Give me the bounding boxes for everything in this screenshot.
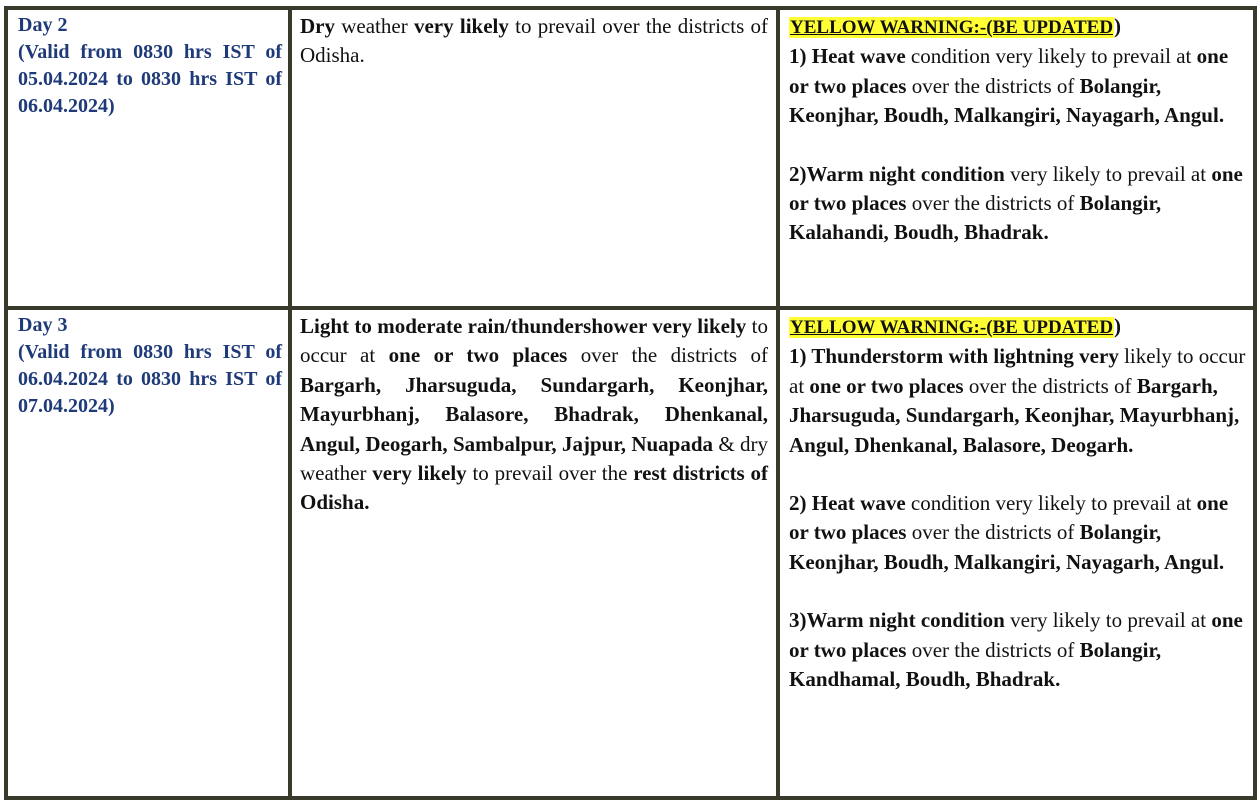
forecast-bold: Dry [300,14,335,38]
day-cell [8,310,292,800]
warning-districts: Bolangir, Kandhamal, Boudh, Bhadrak. [789,637,1162,692]
forecast-cell [292,10,780,310]
validity-text: (Valid from 0830 hrs IST of 06.04.2024 to 0830 hrs IST of 07.04.2024) [18,341,282,417]
warning-phenomenon: Heat wave [811,491,906,516]
warning-cell [780,10,1257,310]
table-row [8,310,1257,800]
warning-item: 1) Heat wave condition very likely to prevail at one or two places over the districts of Bolangir, Keonjhar, Boudh, Malkangiri, Nayagarh, Angul. [789,44,1229,128]
warning-phenomenon: Warm night condition [806,161,1005,186]
warning-heading: YELLOW WARNING:-(BE UPDATED) [790,314,1122,338]
spacer [789,131,1247,160]
day-title: Day 3 [18,314,68,336]
warning-districts: Bolangir, Kalahandi, Boudh, Bhadrak. [789,191,1162,245]
forecast-bold: Light to moderate rain/thundershower very likely [300,314,747,338]
day-label [18,312,282,420]
warning-item: 1) Thunderstorm with lightning very likely to occur at one or two places over the districts of Bargarh, Jharsuguda, Sundargarh, Keonjhar, Mayurbhanj, Angul, Dhenkanal, Balasore, Deogarh. [789,344,1246,457]
warning-cell [780,310,1257,800]
yellow-warning-label: YELLOW WARNING:-(BE UPDATED [790,17,1114,38]
warning-item: 3)Warm night condition very likely to prevail at one or two places over the districts of Bolangir, Kandhamal, Boudh, Bhadrak. [789,608,1243,692]
forecast-table [4,6,1257,800]
forecast-text: weather [335,14,414,38]
forecast-districts: Bargarh, Jharsuguda, Sundargarh, Keonjhar, Mayurbhanj, Balasore, Bhadrak, Dhenkanal, Angul, Deogarh, Sambalpur, Jajpur, Nuapada [300,372,768,456]
spacer [789,460,1247,489]
spacer [789,577,1247,606]
warning-phenomenon: Heat wave [811,44,906,69]
table-row [8,10,1257,310]
warning-districts: Bolangir, Keonjhar, Boudh, Malkangiri, Nayagarh, Angul. [789,520,1225,574]
forecast-bold: very likely [413,14,509,38]
forecast-text: to prevail over the districts of Odisha. [300,14,768,68]
warning-phenomenon: Thunderstorm with lightning very [811,344,1119,369]
warning-item: 2)Warm night condition very likely to prevail at one or two places over the districts of Bolangir, Kalahandi, Boudh, Bhadrak. [789,161,1243,245]
yellow-warning-label: YELLOW WARNING:-(BE UPDATED [790,317,1114,338]
forecast-cell: Light to moderate rain/thundershower very likely to occur at one or two places over the districts of Bargarh, Jharsuguda, Sundargarh, Keonjhar, Mayurbhanj, Balasore, Bhadrak, Dhenkanal, Angul, Deogarh, Sambalpur, Jajpur, Nuapada & dry weather very likely to prevail over the rest districts of Odisha. [292,310,780,800]
validity-text: (Valid from 0830 hrs IST of 05.04.2024 to 0830 hrs IST of 06.04.2024) [18,41,282,117]
warning-heading: YELLOW WARNING:-(BE UPDATED) [790,14,1122,38]
warning-phenomenon: Warm night condition [806,608,1005,633]
warning-item: 2) Heat wave condition very likely to prevail at one or two places over the districts of Bolangir, Keonjhar, Boudh, Malkangiri, Nayagarh, Angul. [789,491,1229,574]
warning-districts: Bolangir, Keonjhar, Boudh, Malkangiri, Nayagarh, Angul. [789,73,1225,128]
warning-districts: Bargarh, Jharsuguda, Sundargarh, Keonjhar, Mayurbhanj, Angul, Dhenkanal, Balasore, Deogarh. [789,373,1240,457]
day-label [18,12,282,120]
day-title: Day 2 [18,14,68,36]
day-cell [8,10,292,310]
